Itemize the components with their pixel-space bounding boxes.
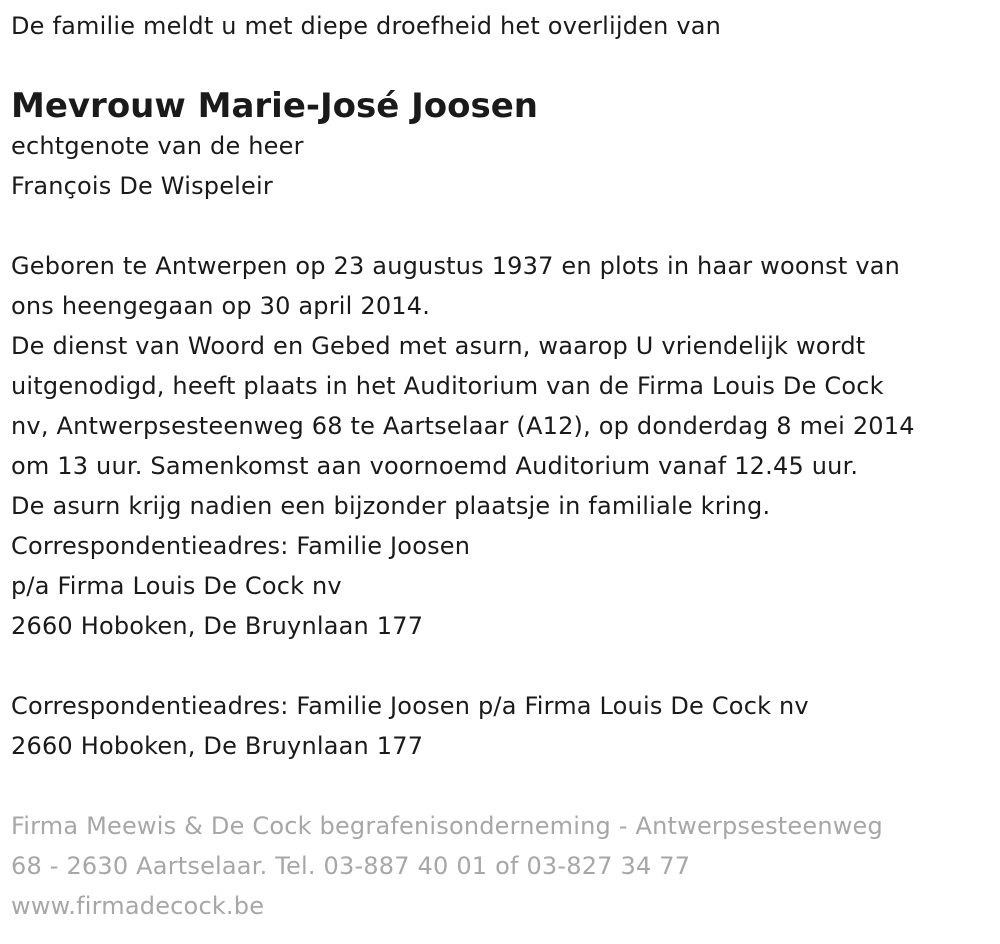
body-line: uitgenodigd, heeft plaats in het Auditorium van de Firma Louis De Cock [11, 372, 884, 400]
notice-body [11, 246, 1000, 646]
body-line: De asurn krijg nadien een bijzonder plaatsje in familiale kring. [11, 492, 771, 520]
spacer [11, 206, 1000, 246]
body-line: om 13 uur. Samenkomst aan voornoemd Auditorium vanaf 12.45 uur. [11, 452, 859, 480]
body-line: p/a Firma Louis De Cock nv [11, 572, 342, 600]
deceased-name: Mevrouw Marie-José Joosen [11, 86, 539, 126]
body-line: ons heengegaan op 30 april 2014. [11, 292, 431, 320]
spouse-line-1: echtgenote van de heer [11, 132, 304, 160]
funeral-home-footer [11, 806, 1000, 926]
spouse-line-2: François De Wispeleir [11, 172, 273, 200]
body-line: 2660 Hoboken, De Bruynlaan 177 [11, 612, 424, 640]
body-line: Correspondentieadres: Familie Joosen [11, 532, 471, 560]
body-line: De dienst van Woord en Gebed met asurn, waarop U vriendelijk wordt [11, 332, 866, 360]
correspondence-address [11, 686, 1000, 766]
body-line: Geboren te Antwerpen op 23 augustus 1937 en plots in haar woonst van [11, 252, 901, 280]
footer-line: 68 - 2630 Aartselaar. Tel. 03-887 40 01 of 03-827 34 77 [11, 852, 691, 880]
body-line: nv, Antwerpsesteenweg 68 te Aartselaar (A12), op donderdag 8 mei 2014 [11, 412, 915, 440]
address-line: Correspondentieadres: Familie Joosen p/a Firma Louis De Cock nv [11, 692, 809, 720]
intro-text: De familie meldt u met diepe droefheid het overlijden van [11, 12, 722, 40]
address-line: 2660 Hoboken, De Bruynlaan 177 [11, 732, 424, 760]
spacer [11, 646, 1000, 686]
footer-line: Firma Meewis & De Cock begrafenisonderneming - Antwerpsesteenweg [11, 812, 883, 840]
spacer [11, 766, 1000, 806]
footer-website: www.firmadecock.be [11, 892, 265, 920]
